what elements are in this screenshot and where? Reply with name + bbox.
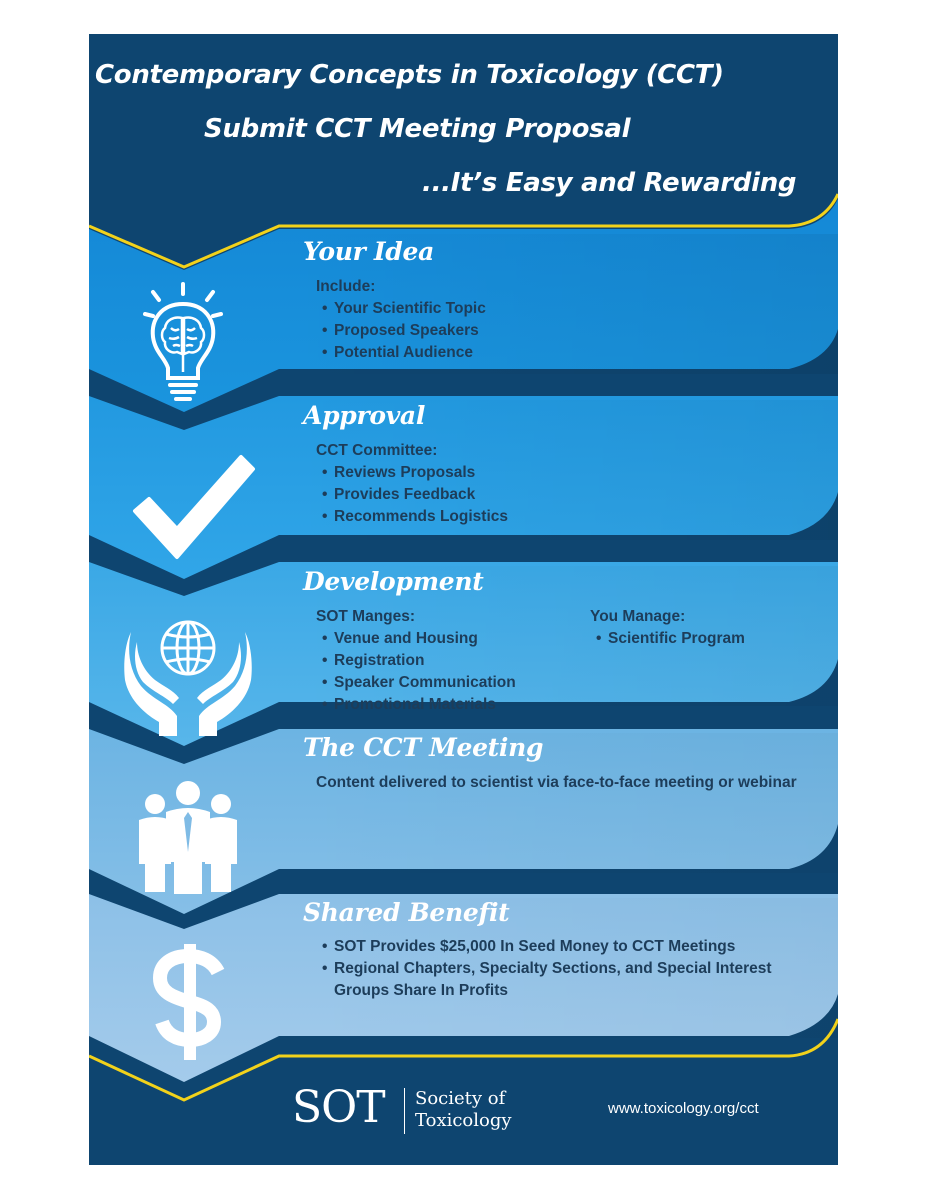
lightbulb-brain-icon: [141, 282, 225, 415]
header-tagline: ...It’s Easy and Rewarding: [422, 168, 797, 198]
list-item: • Speaker Communication: [316, 672, 516, 694]
sot-logo-mark: SOT: [292, 1082, 385, 1133]
list-item: • Potential Audience: [316, 342, 486, 364]
step-development-title: Development: [303, 567, 484, 596]
step-approval-body: [316, 440, 508, 528]
list-item: • SOT Provides $25,000 In Seed Money to CCT Meetings: [316, 936, 772, 958]
checkmark-icon: [127, 449, 257, 569]
step-benefit-body: [316, 936, 772, 1002]
step-your-idea-body: [316, 276, 486, 364]
list-item-continuation: Groups Share In Profits: [334, 982, 508, 999]
step-your-idea-title: Your Idea: [303, 237, 434, 266]
step-meeting-text: Content delivered to scientist via face-to-face meeting or webinar: [316, 774, 797, 791]
step-development-label-2: You Manage:: [590, 608, 686, 625]
list-item: • Provides Feedback: [316, 484, 508, 506]
list-item: • Registration: [316, 650, 516, 672]
list-item: • Promotional Materials: [316, 694, 516, 716]
header-title: Contemporary Concepts in Toxicology (CCT): [95, 60, 724, 90]
step-development-body: [316, 606, 516, 716]
list-item: • Regional Chapters, Specialty Sections, and Special Interest: [316, 958, 772, 980]
step-development-body-2: [590, 606, 745, 650]
list-item: • Reviews Proposals: [316, 462, 508, 484]
logo-name-line2: Toxicology: [415, 1110, 512, 1131]
list-item: • Your Scientific Topic: [316, 298, 486, 320]
step-meeting-title: The CCT Meeting: [303, 733, 544, 762]
sot-logo-name: [415, 1088, 555, 1132]
dollar-sign-icon: [152, 942, 228, 1067]
list-item: • Scientific Program: [590, 628, 745, 650]
people-group-icon: [133, 780, 243, 900]
step-approval-title: Approval: [303, 401, 426, 430]
logo-name-line1: Society of: [415, 1088, 506, 1109]
list-item: • Recommends Logistics: [316, 506, 508, 528]
step-approval-label: CCT Committee:: [316, 442, 438, 459]
header-subtitle: Submit CCT Meeting Proposal: [204, 114, 631, 144]
step-your-idea-label: Include:: [316, 278, 376, 295]
step-development-label: SOT Manges:: [316, 608, 416, 625]
logo-divider: [404, 1088, 405, 1134]
hands-globe-icon: [123, 612, 253, 745]
poster: [89, 34, 838, 1165]
website-link[interactable]: www.toxicology.org/cct: [608, 1100, 759, 1117]
step-benefit-title: Shared Benefit: [303, 898, 510, 927]
list-item: • Venue and Housing: [316, 628, 516, 650]
list-item: • Proposed Speakers: [316, 320, 486, 342]
